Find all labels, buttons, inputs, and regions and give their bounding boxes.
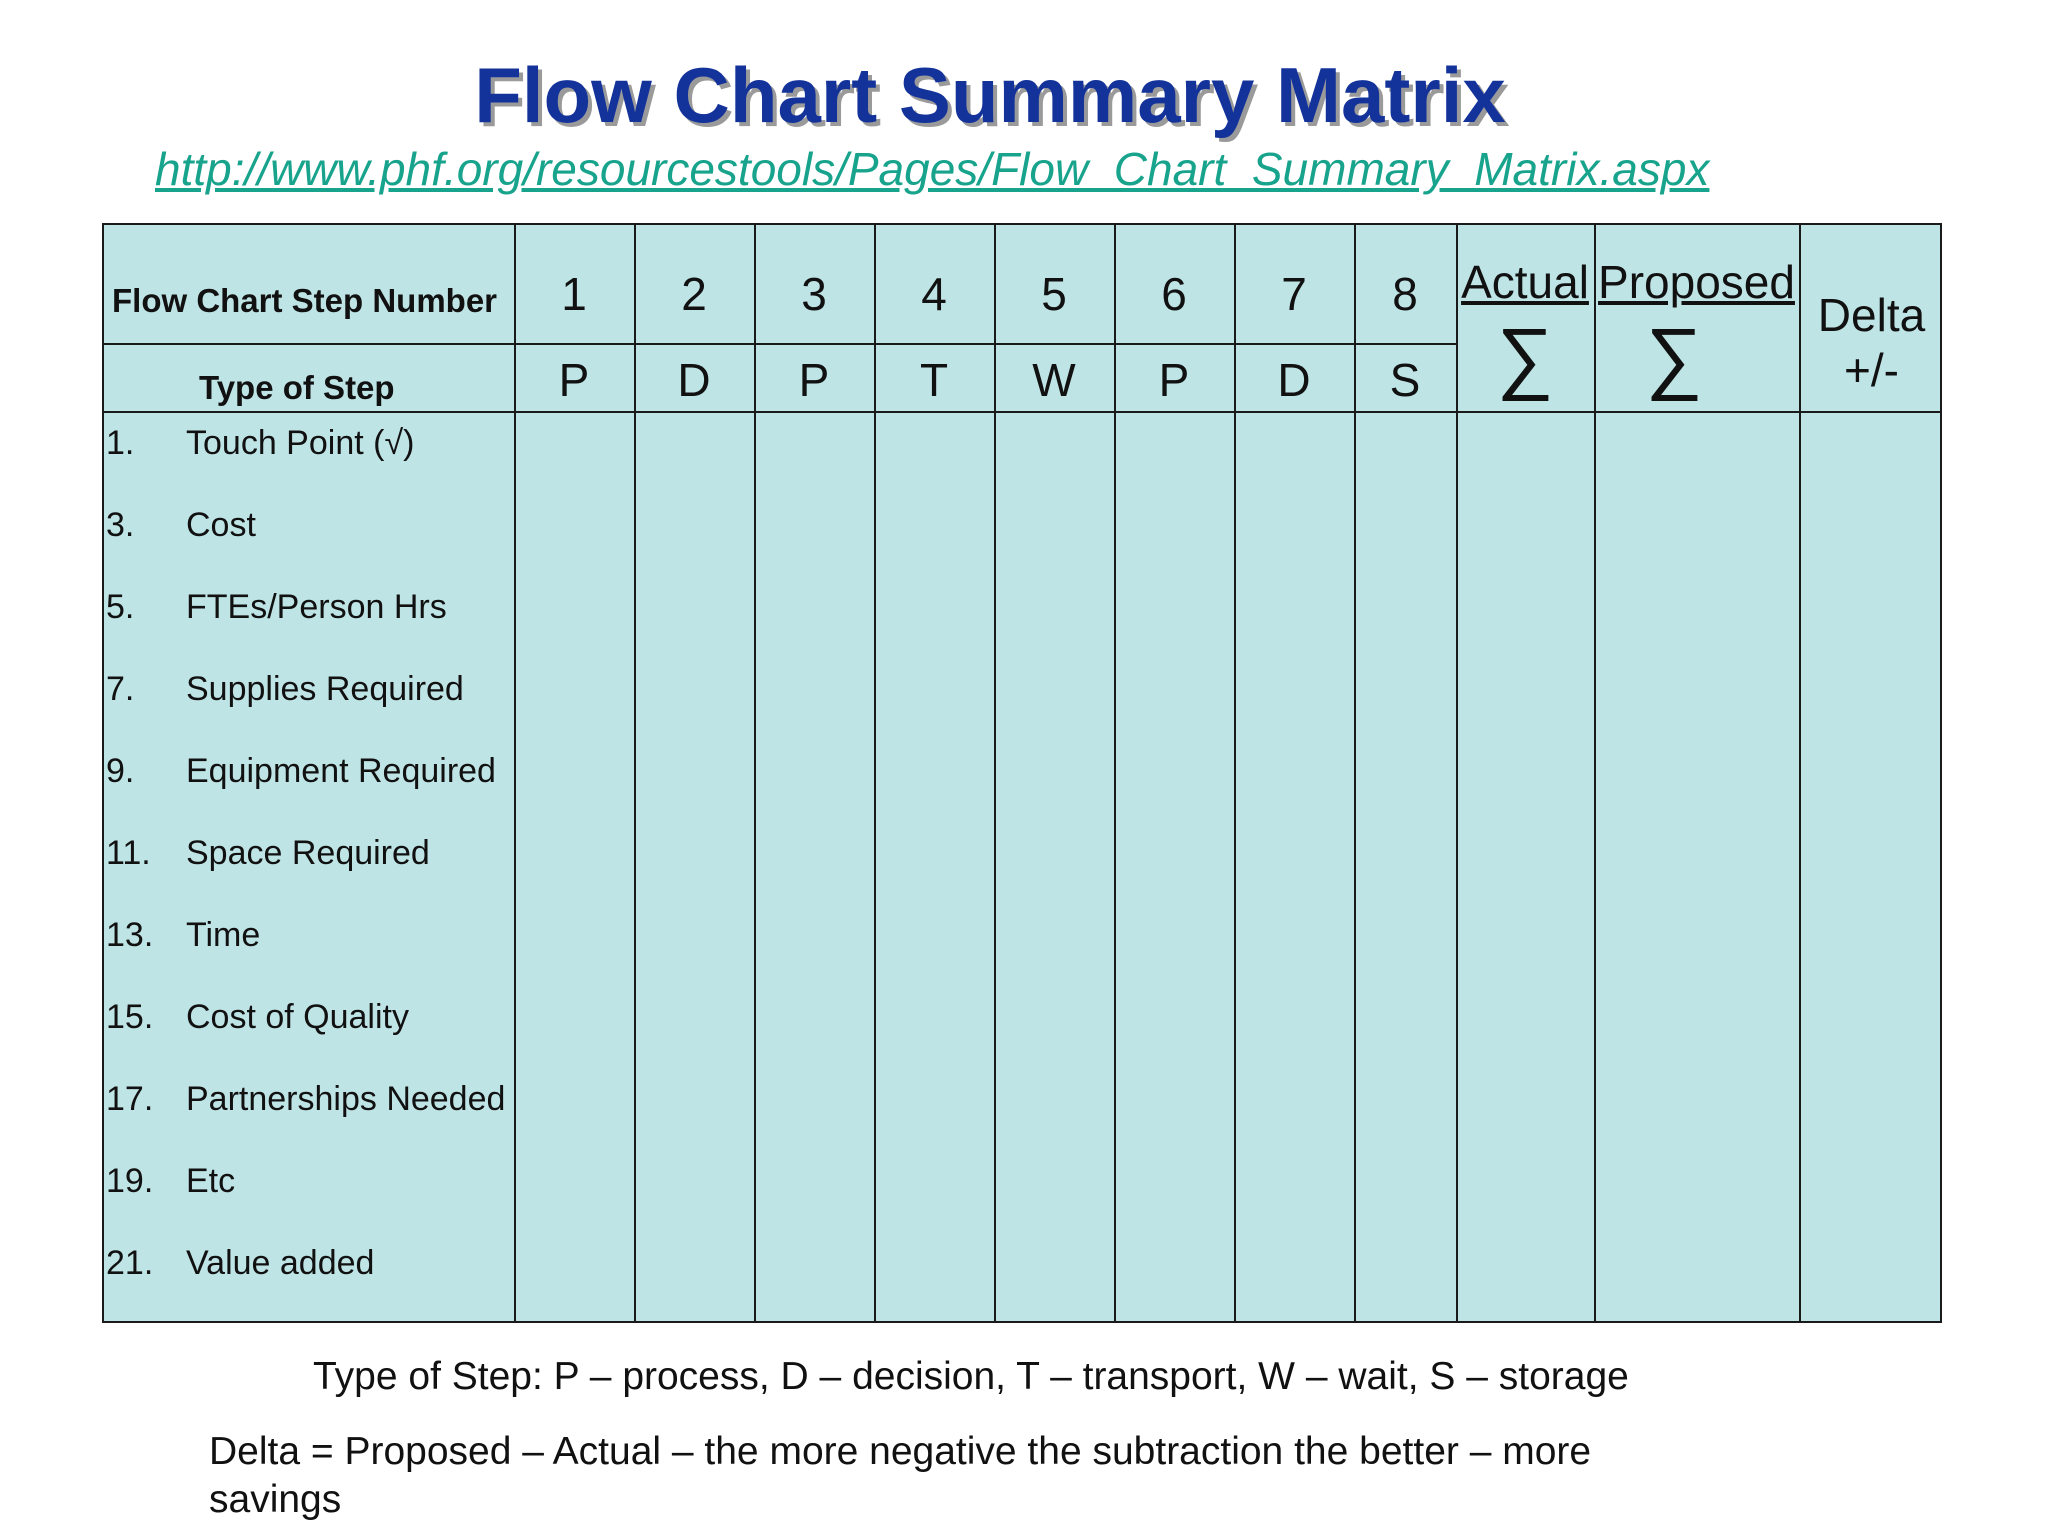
proposed-header: Proposed [1598, 256, 1795, 308]
delta-note-line1: Delta = Proposed – Actual – the more negative the subtraction the better – more [209, 1430, 1592, 1473]
delta-note-line2: savings [209, 1478, 342, 1521]
step-number: 3 [801, 268, 827, 320]
row-number: 11. [106, 834, 151, 872]
step-number: 5 [1041, 268, 1067, 320]
step-type: T [919, 354, 949, 406]
type-of-step-label: Type of Step [199, 369, 395, 406]
step-number: 8 [1392, 268, 1418, 320]
row-label: Time [186, 916, 261, 954]
row-label: FTEs/Person Hrs [186, 588, 447, 626]
row-number: 1. [106, 424, 135, 462]
row-number: 17. [106, 1080, 154, 1118]
row-label: Equipment Required [186, 752, 496, 790]
step-type: S [1389, 354, 1421, 406]
step-number: 7 [1281, 268, 1307, 320]
row-number: 5. [106, 588, 135, 626]
row-label: Touch Point (√) [186, 424, 415, 462]
row-label: Cost [186, 506, 256, 544]
grid-line [104, 411, 1940, 413]
step-type: P [558, 354, 590, 406]
step-type: P [1158, 354, 1190, 406]
step-number: 2 [681, 268, 707, 320]
actual-sum-symbol: ∑ [1496, 312, 1554, 401]
page-title: Flow Chart Summary Matrix [474, 51, 1506, 139]
step-type: W [1032, 354, 1076, 406]
row-label: Supplies Required [186, 670, 464, 708]
step-number: 4 [921, 268, 947, 320]
source-link[interactable]: http://www.phf.org/resourcestools/Pages/Flow_Chart_Summary_Matrix.aspx [155, 143, 1710, 195]
row-label: Value added [186, 1244, 375, 1282]
step-number-label: Flow Chart Step Number [112, 282, 498, 319]
step-number: 1 [561, 268, 587, 320]
step-type: D [677, 354, 711, 406]
row-number: 21. [106, 1244, 154, 1282]
step-type: D [1277, 354, 1311, 406]
row-number: 7. [106, 670, 135, 708]
grid-line [104, 343, 1456, 345]
row-number: 15. [106, 998, 154, 1036]
row-number: 19. [106, 1162, 154, 1200]
summary-matrix-table [102, 223, 1942, 1323]
row-label: Cost of Quality [186, 998, 409, 1036]
delta-header: Delta [1817, 289, 1926, 341]
row-number: 3. [106, 506, 135, 544]
row-label: Space Required [186, 834, 430, 872]
proposed-sum-symbol: ∑ [1645, 312, 1703, 401]
row-label: Partnerships Needed [186, 1080, 506, 1118]
step-type: P [798, 354, 830, 406]
delta-sign: +/- [1844, 344, 1899, 396]
actual-header: Actual [1461, 256, 1589, 308]
step-type-legend: Type of Step: P – process, D – decision, T – transport, W – wait, S – storage [313, 1355, 1629, 1398]
step-number: 6 [1161, 268, 1187, 320]
row-number: 9. [106, 752, 135, 790]
row-label: Etc [186, 1162, 236, 1200]
row-number: 13. [106, 916, 154, 954]
